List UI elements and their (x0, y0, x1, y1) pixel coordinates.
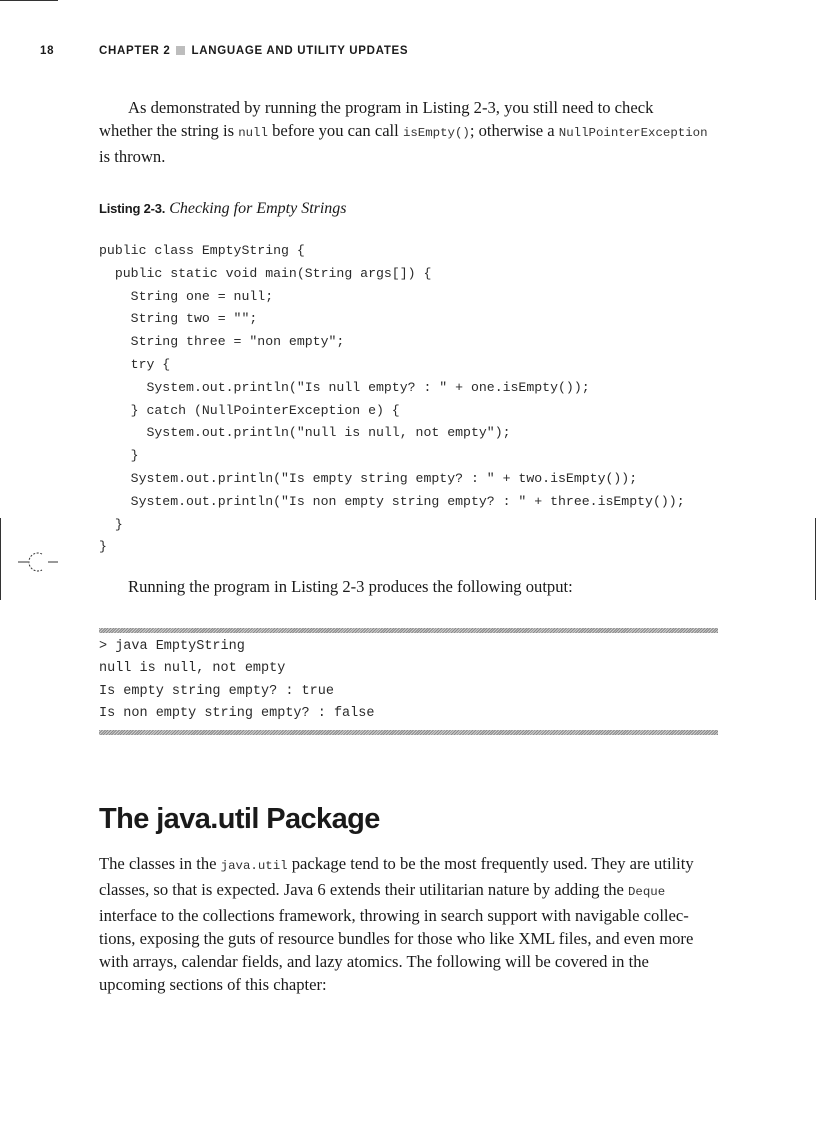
intro-text: before you can call (267, 121, 403, 140)
running-header (40, 42, 740, 60)
intro-paragraph (99, 96, 719, 168)
section-text: package tend to be the most frequently used. They are utility (287, 854, 694, 873)
intro-line-1: As demonstrated by running the program in Listing 2-3, you still need to check (128, 98, 654, 117)
section-line-3: interface to the collections framework, throwing in search support with navigable collec- (99, 906, 689, 925)
page-number: 18 (40, 45, 55, 57)
section-line-6: upcoming sections of this chapter: (99, 975, 327, 994)
intro-text: whether the string is (99, 121, 239, 140)
header-separator-icon (176, 46, 185, 55)
section-paragraph (99, 852, 719, 996)
section-line-5: with arrays, calendar fields, and lazy atomics. The following will be covered in the (99, 952, 649, 971)
registration-mark-icon (18, 548, 60, 574)
chapter-title: LANGUAGE AND UTILITY UPDATES (191, 45, 409, 57)
inline-code: isEmpty() (402, 126, 470, 140)
intro-line-2 (99, 119, 719, 145)
section-line-2 (99, 878, 719, 904)
section-text: classes, so that is expected. Java 6 extends their utilitarian nature by adding the (99, 880, 628, 899)
section-line-1 (99, 852, 719, 878)
crop-mark-top (0, 0, 58, 1)
output-rule-top (99, 628, 718, 633)
chapter-label: CHAPTER 2 (99, 45, 171, 57)
code-listing: public class EmptyString { public static void main(String args[]) { String one = null; String two = ""; String three = "non empty"; try { System.out.println("Is null empty? : " + one.isEmpty()); } catch (NullPointerException e) { System.out.println("null is null, not empty"); } System.out.println("Is empty string empty? : " + two.isEmpty()); System.out.println("Is non empty string empty? : " + three.isEmpty()); } } (99, 243, 685, 555)
intro-text: ; otherwise a (469, 121, 559, 140)
listing-caption (99, 200, 347, 218)
section-heading: The java.util Package (99, 803, 380, 835)
crop-mark-left (0, 518, 1, 600)
listing-title: Checking for Empty Strings (169, 200, 347, 217)
output-rule-bottom (99, 730, 718, 735)
output-intro: Running the program in Listing 2-3 produces the following output: (128, 577, 573, 596)
section-line-4: tions, exposing the guts of resource bundles for those who like XML files, and even more (99, 929, 694, 948)
inline-code: java.util (220, 859, 288, 873)
inline-code: NullPointerException (558, 126, 708, 140)
section-text: The classes in the (99, 854, 221, 873)
inline-code: null (238, 126, 268, 140)
console-output: > java EmptyString null is null, not empty Is empty string empty? : true Is non empty string empty? : false (99, 639, 375, 722)
inline-code: Deque (628, 885, 666, 899)
listing-label: Listing 2-3. (99, 201, 166, 216)
intro-line-3: is thrown. (99, 147, 166, 166)
